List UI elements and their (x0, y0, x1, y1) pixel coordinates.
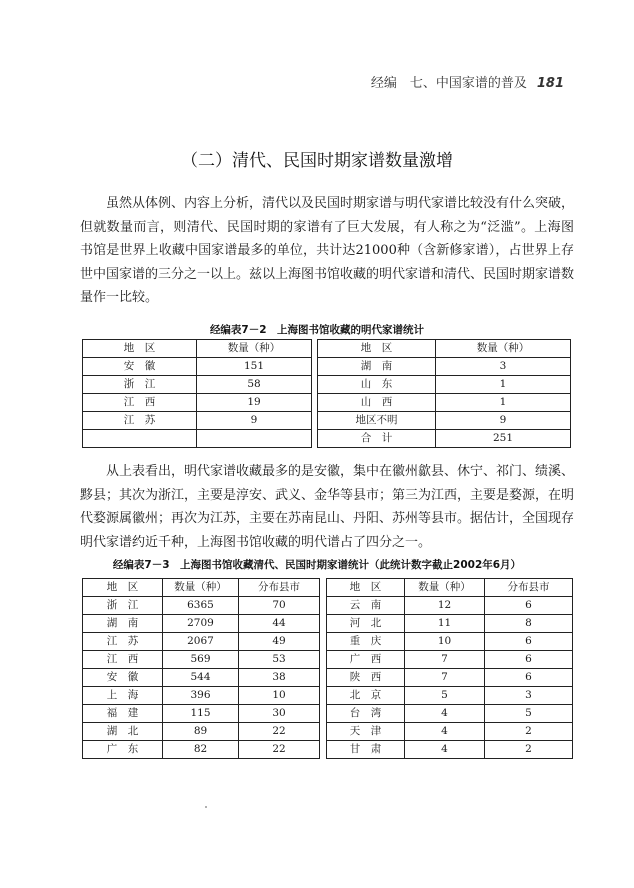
table-cell: 22 (239, 741, 320, 759)
table-column-gap (320, 741, 327, 759)
scan-speck (205, 806, 207, 808)
table-cell: 4 (405, 741, 485, 759)
table-header-row (83, 340, 571, 358)
table-cell: 5 (405, 687, 485, 705)
table-cell: 2 (485, 741, 573, 759)
table-cell: 544 (163, 669, 239, 687)
column-header: 地 区 (83, 579, 163, 597)
table-cell: 6 (485, 633, 573, 651)
table-cell: 陕 西 (327, 669, 405, 687)
table-cell: 6 (485, 669, 573, 687)
section-title: （二）清代、民国时期家谱数量激增 (181, 151, 453, 171)
table-cell: 2 (485, 723, 573, 741)
table-1-caption: 经编表7－2 上海图书馆收藏的明代家谱统计 (209, 324, 425, 336)
running-head: 经编 七、中国家谱的普及 (370, 76, 527, 91)
table-cell: 上 海 (83, 687, 163, 705)
paragraph-1 (80, 192, 574, 310)
table-cell: 北 京 (327, 687, 405, 705)
table-cell: 22 (239, 723, 320, 741)
table-cell: 82 (163, 741, 239, 759)
table-cell: 44 (239, 615, 320, 633)
table-cell: 6365 (163, 597, 239, 615)
table-cell: 浙 江 (83, 376, 197, 394)
table-cell: 2067 (163, 633, 239, 651)
table-cell: 山 东 (318, 376, 436, 394)
table-cell: 台 湾 (327, 705, 405, 723)
column-header: 数量（种） (197, 340, 312, 358)
table-cell: 30 (239, 705, 320, 723)
table-cell: 8 (485, 615, 573, 633)
table-cell: 70 (239, 597, 320, 615)
table-row (83, 615, 573, 633)
table-row (83, 412, 571, 430)
table-cell: 569 (163, 651, 239, 669)
table-row (83, 741, 573, 759)
table-column-gap (320, 597, 327, 615)
table-column-gap (320, 651, 327, 669)
table-cell: 4 (405, 723, 485, 741)
table-cell: 湖 南 (83, 615, 163, 633)
table-row (83, 358, 571, 376)
table-column-gap (320, 723, 327, 741)
table-cell: 江 西 (83, 394, 197, 412)
table-cell: 12 (405, 597, 485, 615)
table-cell: 浙 江 (83, 597, 163, 615)
table-cell: 6 (485, 597, 573, 615)
table-row (83, 723, 573, 741)
table-row (83, 651, 573, 669)
table-cell: 53 (239, 651, 320, 669)
table-cell (83, 430, 197, 448)
table-cell: 合 计 (318, 430, 436, 448)
table-cell: 151 (197, 358, 312, 376)
table-cell: 5 (485, 705, 573, 723)
table-cell: 11 (405, 615, 485, 633)
table-cell: 4 (405, 705, 485, 723)
table-cell: 396 (163, 687, 239, 705)
table-row (83, 687, 573, 705)
table-cell: 9 (197, 412, 312, 430)
table-cell: 河 北 (327, 615, 405, 633)
table-cell: 10 (239, 687, 320, 705)
table-cell: 云 南 (327, 597, 405, 615)
table-cell: 湖 南 (318, 358, 436, 376)
paragraph-1-text: 虽然从体例、内容上分析，清代以及民国时期家谱与明代家谱比较没有什么突破，但就数量而言，则清代、民国时期的家谱有了巨大发展，有人称之为“泛滥”。上海图书馆是世界上收藏中国家谱最多的单位，共计达21000种（含新修家谱），占世界上存世中国家谱的三分之一以上。兹以上海图书馆收藏的明代家谱和清代、民国时期家谱数量作一比较。 (80, 196, 575, 305)
table-cell: 1 (436, 376, 571, 394)
table-column-gap (320, 633, 327, 651)
table-cell: 7 (405, 651, 485, 669)
table-cell: 3 (485, 687, 573, 705)
page-number: 181 (536, 76, 564, 91)
table-cell: 广 西 (327, 651, 405, 669)
table-cell: 1 (436, 394, 571, 412)
table-cell: 安 徽 (83, 358, 197, 376)
table-row (83, 705, 573, 723)
table-cell: 6 (485, 651, 573, 669)
table-column-gap (320, 705, 327, 723)
table-column-gap (320, 687, 327, 705)
column-header: 地 区 (318, 340, 436, 358)
column-header: 分布县市 (239, 579, 320, 597)
column-header: 地 区 (327, 579, 405, 597)
table-cell: 38 (239, 669, 320, 687)
table-cell: 3 (436, 358, 571, 376)
paragraph-2 (80, 460, 574, 554)
table-cell: 福 建 (83, 705, 163, 723)
table-row (83, 669, 573, 687)
column-header: 数量（种） (405, 579, 485, 597)
table-cell: 广 东 (83, 741, 163, 759)
table-cell: 山 西 (318, 394, 436, 412)
table-cell: 251 (436, 430, 571, 448)
column-header: 分布县市 (485, 579, 573, 597)
table-cell: 2709 (163, 615, 239, 633)
table-2-caption: 经编表7－3 上海图书馆收藏清代、民国时期家谱统计（此统计数字截止2002年6月） (112, 559, 522, 571)
table-cell: 江 西 (83, 651, 163, 669)
table-column-gap (320, 579, 327, 597)
table-column-gap (320, 615, 327, 633)
table-row (83, 633, 573, 651)
table-row (83, 394, 571, 412)
table-cell: 甘 肃 (327, 741, 405, 759)
table-row (83, 430, 571, 448)
table-column-gap (320, 669, 327, 687)
table-cell: 58 (197, 376, 312, 394)
paragraph-2-text: 从上表看出，明代家谱收藏最多的是安徽，集中在徽州歙县、休宁、祁门、绩溪、黟县；其次为浙江，主要是淳安、武义、金华等县市；第三为江西，主要是婺源，在明代婺源属徽州；再次为江苏，主要在苏南昆山、丹阳、苏州等县市。据估计，全国现存明代家谱约近千种，上海图书馆收藏的明代谱占了四分之一。 (80, 464, 575, 550)
column-header: 地 区 (83, 340, 197, 358)
table-cell: 10 (405, 633, 485, 651)
table-cell: 湖 北 (83, 723, 163, 741)
table-cell: 49 (239, 633, 320, 651)
page-header (371, 72, 564, 91)
table-cell: 115 (163, 705, 239, 723)
column-header: 数量（种） (163, 579, 239, 597)
table-cell: 安 徽 (83, 669, 163, 687)
table-2 (82, 578, 573, 759)
table-cell (197, 430, 312, 448)
table-row (83, 597, 573, 615)
table-cell: 89 (163, 723, 239, 741)
table-cell: 7 (405, 669, 485, 687)
table-row (83, 376, 571, 394)
table-cell: 天 津 (327, 723, 405, 741)
table-1 (82, 339, 571, 448)
column-header: 数量（种） (436, 340, 571, 358)
table-cell: 江 苏 (83, 412, 197, 430)
table-header-row (83, 579, 573, 597)
table-cell: 地区不明 (318, 412, 436, 430)
table-cell: 19 (197, 394, 312, 412)
table-cell: 重 庆 (327, 633, 405, 651)
table-cell: 9 (436, 412, 571, 430)
table-cell: 江 苏 (83, 633, 163, 651)
